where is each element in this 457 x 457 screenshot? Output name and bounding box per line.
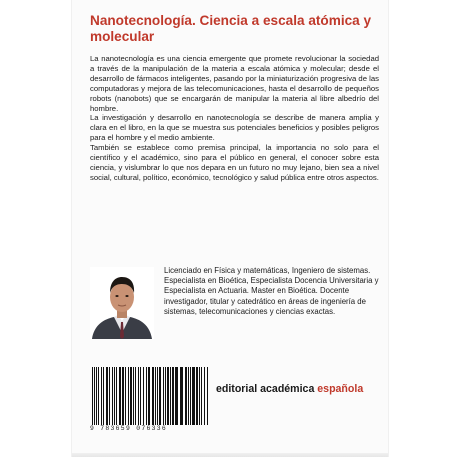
barcode-bar xyxy=(128,367,129,425)
publisher-logo xyxy=(216,383,386,395)
barcode-bar xyxy=(92,367,93,425)
barcode-bar xyxy=(167,367,169,425)
cover-bottom-edge xyxy=(72,453,388,457)
barcode-bar xyxy=(133,367,134,425)
barcode-bar xyxy=(109,367,110,425)
barcode-bar xyxy=(122,367,124,425)
barcode-bar xyxy=(119,367,121,425)
barcode-bar xyxy=(185,367,187,425)
barcode-bar xyxy=(96,367,97,425)
isbn-barcode xyxy=(90,367,212,425)
isbn-number: 9 783659 076336 xyxy=(90,425,168,432)
barcode-bar xyxy=(114,367,115,425)
publisher-name-accent: española xyxy=(317,383,364,395)
barcode-bar xyxy=(207,367,208,425)
barcode-bar xyxy=(165,367,166,425)
barcode-bar xyxy=(190,367,191,425)
barcode-bar xyxy=(146,367,147,425)
barcode-bar xyxy=(170,367,171,425)
barcode-bar xyxy=(196,367,198,425)
author-biography: Licenciado en Física y matemáticas, Ingeniero de sistemas. Especialista en Bioética, Especialista Docencia Universitaria y Especialista en Actuaria. Master en Bioética. Docente investigador, titular y catedrático en áreas de ingeniería de sistemas, telecomunicaciones y ciencias exactas. xyxy=(164,266,379,316)
barcode-bar xyxy=(155,367,156,425)
barcode-bar xyxy=(152,367,154,425)
barcode-bar xyxy=(199,367,200,425)
barcode-bar xyxy=(201,367,202,425)
barcode-bar xyxy=(157,367,158,425)
barcode-bar xyxy=(130,367,132,425)
barcode-bar xyxy=(98,367,99,425)
barcode-bar xyxy=(138,367,139,425)
barcode-bar xyxy=(159,367,161,425)
barcode-bar xyxy=(163,367,164,425)
barcode-bar xyxy=(140,367,141,425)
book-synopsis xyxy=(90,54,379,183)
barcode-bar xyxy=(125,367,126,425)
barcode-bar xyxy=(112,367,113,425)
barcode-bar xyxy=(116,367,117,425)
barcode-bar xyxy=(135,367,136,425)
book-title: Nanotecnología. Ciencia a escala atómica y molecular xyxy=(90,13,372,44)
barcode-bar xyxy=(106,367,108,425)
barcode-bar xyxy=(180,367,183,425)
synopsis-paragraph-3: También se establece como premisa principal, la importancia no solo para el científico y el académico, sino para el público en general, el conocer sobre esta ciencia, y vislumbrar lo que nos depara en un futuro no muy lejano, bien sea a nivel social, cultural, político, económico, tecnológico y salud pública entre otros aspectos. xyxy=(90,143,379,182)
synopsis-paragraph-1: La nanotecnología es una ciencia emergente que promete revolucionar la sociedad a través de la manipulación de la materia a escala atómica y molecular; desde el desarrollo de fármacos inteligentes, pasando por la miniaturización progresiva de las computadoras y mejora de las telecomunicaciones, hasta el desarrollo de pequeños robots (nanobots) que se encargarán de manipular la materia al libre albedrío del hombre. xyxy=(90,54,379,113)
synopsis-paragraph-2: La investigación y desarrollo en nanotecnología se describe de manera amplia y clara en el libro, en la que se muestra sus potenciales beneficios y posibles peligros para el hombre y el medio ambiente. xyxy=(90,113,379,143)
barcode-bar xyxy=(148,367,150,425)
barcode-bar xyxy=(175,367,178,425)
barcode-bar xyxy=(143,367,144,425)
barcode-bar xyxy=(172,367,174,425)
barcode-bar xyxy=(204,367,205,425)
publisher-name: editorial académica xyxy=(216,383,318,395)
author-portrait-illustration xyxy=(90,267,154,339)
author-photo xyxy=(90,267,154,339)
barcode-bar xyxy=(94,367,95,425)
barcode-bar xyxy=(192,367,195,425)
barcode-bar xyxy=(188,367,189,425)
barcode-bar xyxy=(103,367,104,425)
barcode-bar xyxy=(101,367,102,425)
